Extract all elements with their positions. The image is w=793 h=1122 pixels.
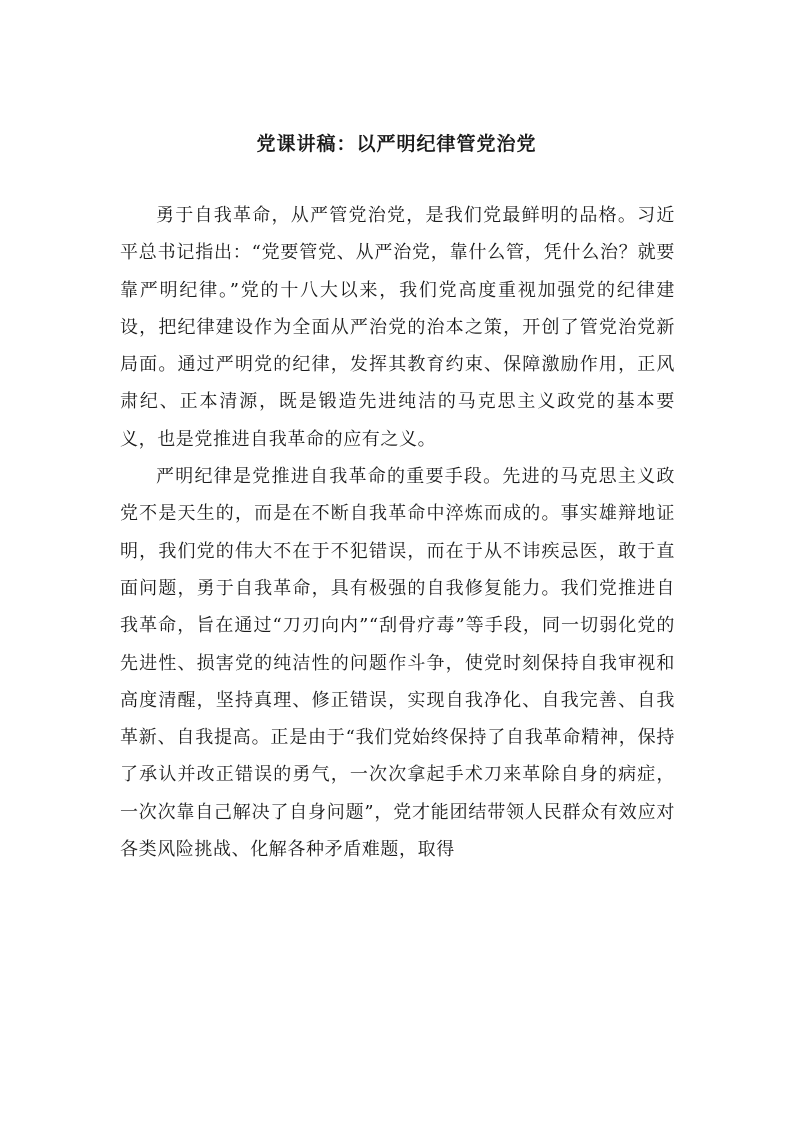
body-paragraph-2: 严明纪律是党推进自我革命的重要手段。先进的马克思主义政党不是天生的，而是在不断自我革命中淬炼而成的。事实雄辩地证明，我们党的伟大不在于不犯错误，而在于从不讳疾忌医，敢于直面问题，勇于自我革命，具有极强的自我修复能力。我们党推进自我革命，旨在通过“刀刃向内”“刮骨疗毒”等手段，同一切弱化党的先进性、损害党的纯洁性的问题作斗争，使党时刻保持自我审视和高度清醒，坚持真理、修正错误，实现自我净化、自我完善、自我革新、自我提高。正是由于“我们党始终保持了自我革命精神，保持了承认并改正错误的勇气，一次次拿起手术刀来革除自身的病症，一次次靠自己解决了自身问题”，党才能团结带领人民群众有效应对各类风险挑战、化解各种矛盾难题，取得 bbox=[120, 466, 675, 861]
document-title: 党课讲稿：以严明纪律管党治党 bbox=[256, 133, 537, 155]
body-paragraph-1: 勇于自我革命，从严管党治党，是我们党最鲜明的品格。习近平总书记指出：“党要管党、从严治党，靠什么管，凭什么治？就要靠严明纪律。”党的十八大以来，我们党高度重视加强党的纪律建设，把纪律建设作为全面从严治党的治本之策，开创了管党治党新局面。通过严明党的纪律，发挥其教育约束、保障激励作用，正风肃纪、正本清源，既是锻造先进纯洁的马克思主义政党的基本要义，也是党推进自我革命的应有之义。 bbox=[120, 205, 675, 450]
document-body bbox=[120, 197, 675, 868]
